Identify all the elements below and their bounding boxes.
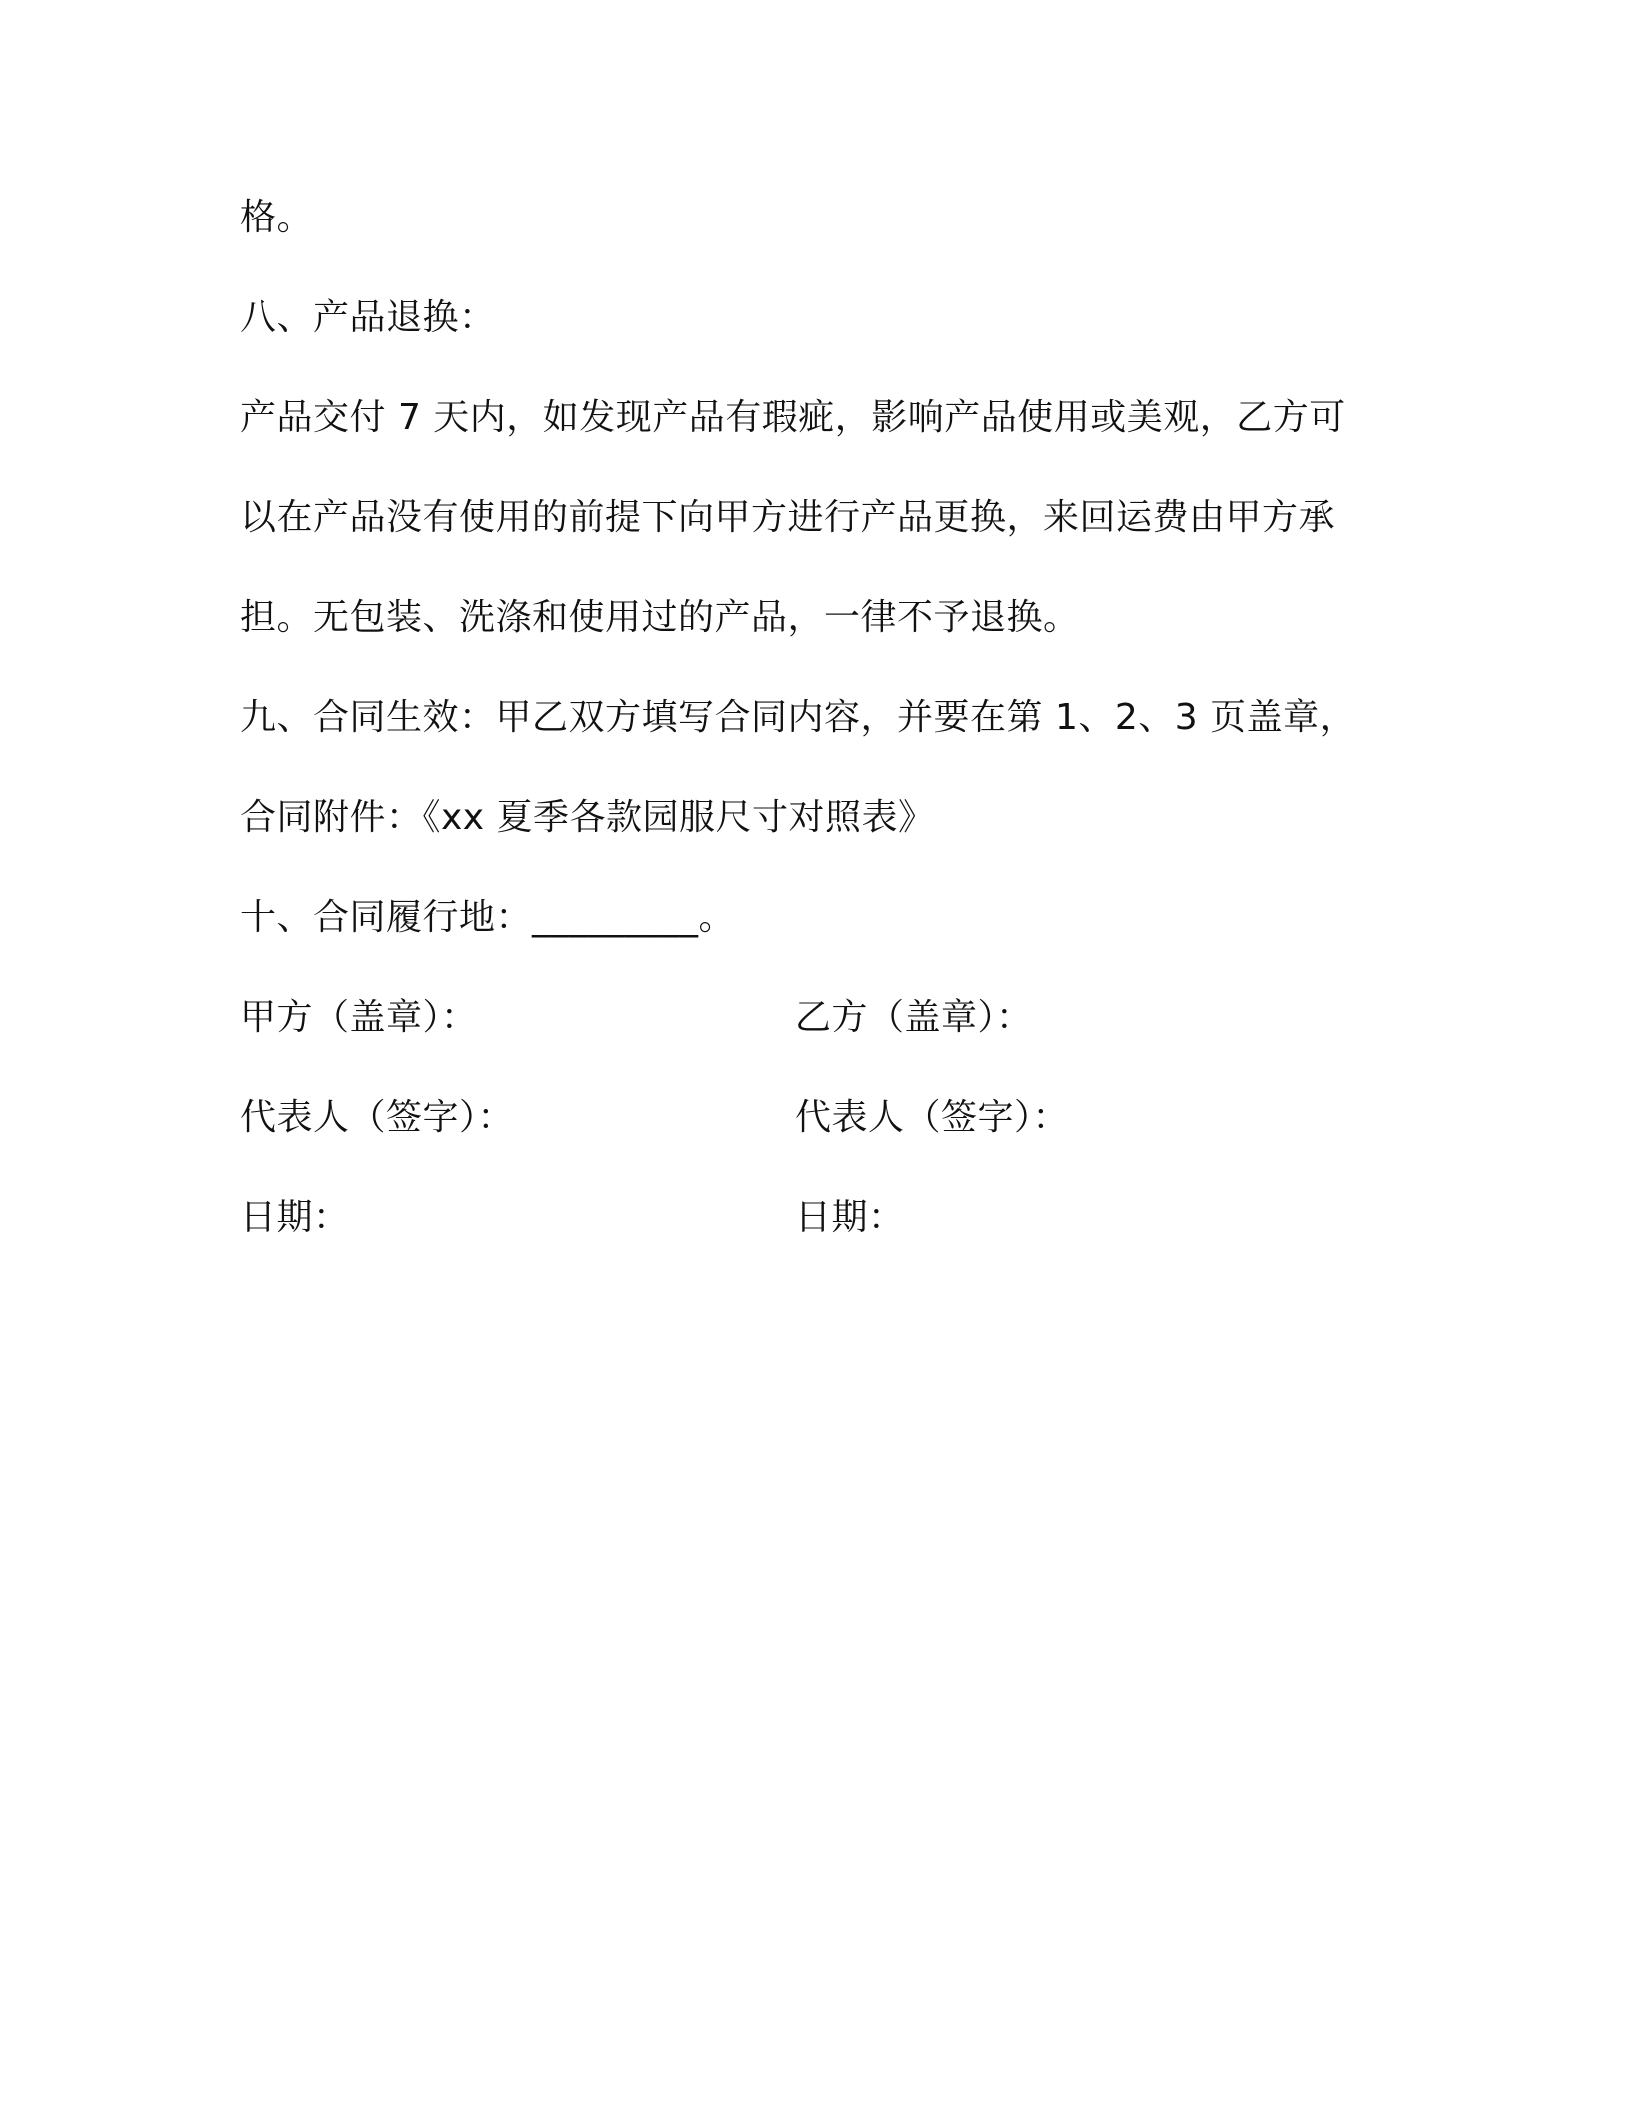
section-heading-8: 八、产品退换： bbox=[240, 297, 496, 338]
party-a-date-label: 日期： bbox=[240, 1197, 350, 1238]
section-heading-10: 十、合同履行地：_________。 bbox=[240, 897, 736, 938]
paragraph-line-1: 产品交付 7 天内，如发现产品有瑕疵，影响产品使用或美观，乙方可 bbox=[240, 397, 1346, 438]
contract-attachment-line: 合同附件：《xx 夏季各款园服尺寸对照表》 bbox=[240, 797, 935, 838]
section-heading-9: 九、合同生效：甲乙双方填写合同内容，并要在第 1、2、3 页盖章， bbox=[240, 697, 1357, 738]
party-b-seal-label: 乙方（盖章）： bbox=[795, 997, 1033, 1038]
paragraph-line-3: 担。无包装、洗涤和使用过的产品，一律不予退换。 bbox=[240, 597, 1080, 638]
party-a-seal-label: 甲方（盖章）： bbox=[240, 997, 478, 1038]
text-line-continuation: 格。 bbox=[240, 197, 314, 238]
party-a-representative-label: 代表人（签字）： bbox=[240, 1097, 515, 1138]
party-b-date-label: 日期： bbox=[795, 1197, 905, 1238]
party-b-representative-label: 代表人（签字）： bbox=[795, 1097, 1070, 1138]
paragraph-line-2: 以在产品没有使用的前提下向甲方进行产品更换，来回运费由甲方承 bbox=[240, 497, 1336, 538]
